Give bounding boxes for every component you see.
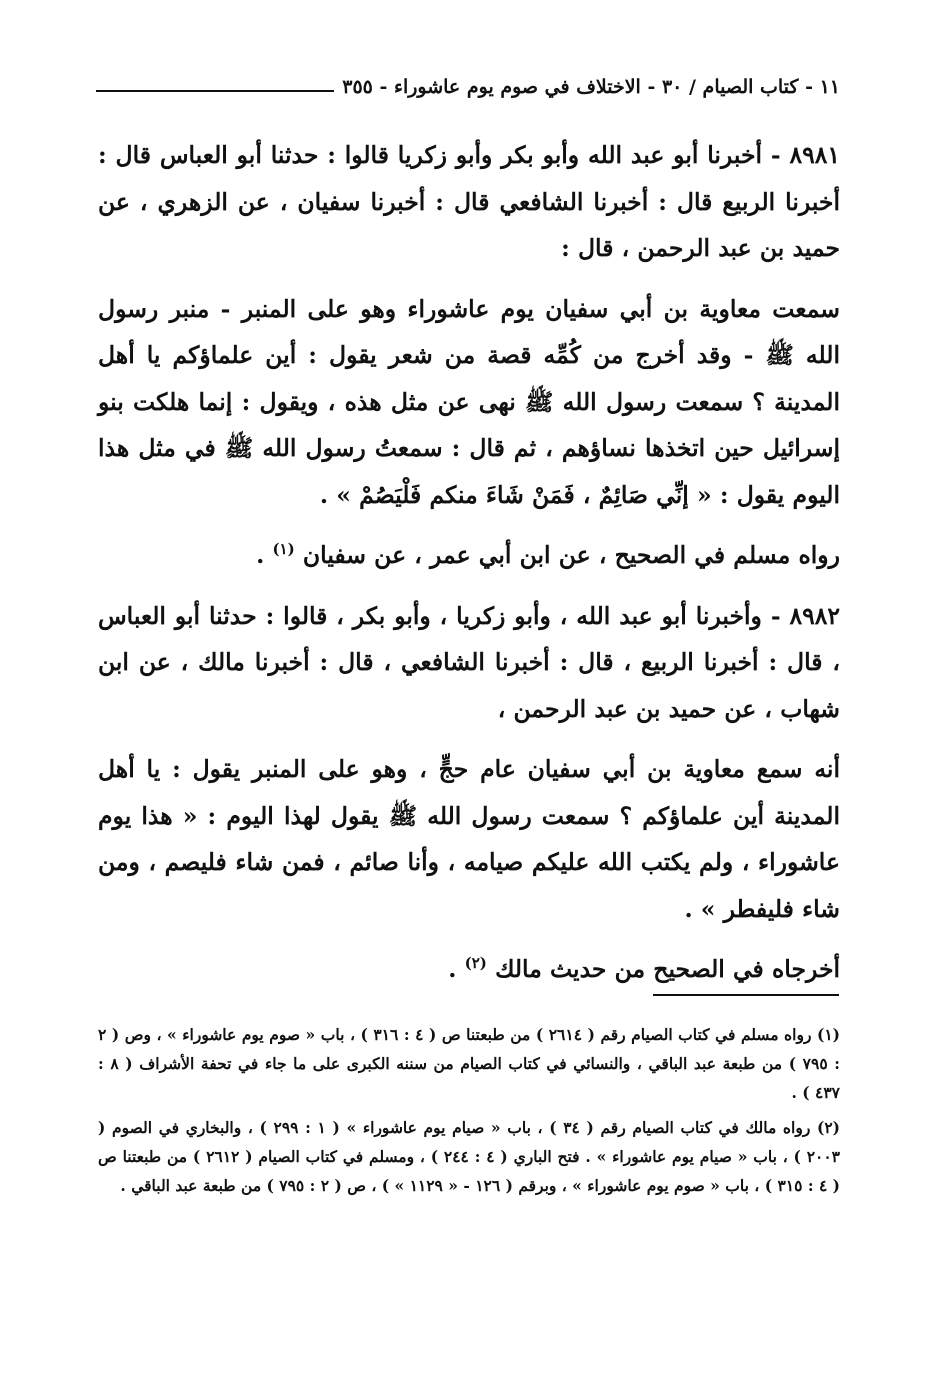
running-header	[96, 70, 840, 104]
hadith-8981-isnad: ٨٩٨١ - أخبرنا أبو عبد الله وأبو بكر وأبو زكريا قالوا : حدثنا أبو العباس قال : أخبرنا الربيع قال : أخبرنا الشافعي قال : أخبرنا سفيان ، عن الزهري ، عن حميد بن عبد الرحمن ، قال :	[98, 141, 840, 262]
footnote-2: (٢) رواه مالك في كتاب الصيام رقم ( ٣٤ ) ، باب « صيام يوم عاشوراء » ( ١ : ٢٩٩ ) ، والبخاري في الصوم ( ٢٠٠٣ ) ، باب « صيام يوم عاشوراء » . فتح الباري ( ٤ : ٢٤٤ ) ، ومسلم في كتاب الصيام ( ٢٦١٢ ) من طبعتنا ص ( ٤ : ٣١٥ ) ، باب « صوم يوم عاشوراء » ، وبرقم ( ١٢٦ - « ١١٢٩ » ) ، ص ( ٢ : ٧٩٥ ) من طبعة عبد الباقي .	[98, 1118, 841, 1195]
running-header-title: ١١ - كتاب الصيام / ٣٠ - الاختلاف في صوم يوم عاشوراء - ٣٥٥	[342, 76, 840, 98]
footnote-ref-2: (٢)	[464, 954, 487, 973]
hadith-8981-matn: سمعت معاوية بن أبي سفيان يوم عاشوراء وهو على المنبر - منبر رسول الله ﷺ - وقد أخرج من كُمِّه قصة من شعر يقول : أين علماؤكم يا أهل المدينة ؟ سمعت رسول الله ﷺ نهى عن مثل هذه ، ويقول : إنما هلكت بنو إسرائيل حين اتخذها نساؤهم ، ثم قال : سمعتُ رسول الله ﷺ في مثل هذا اليوم يقول : « إنِّي صَائِمٌ ، فَمَنْ شَاءَ منكم فَلْيَصُمْ » .	[98, 294, 840, 509]
footnotes	[98, 1020, 840, 1206]
main-text	[98, 132, 840, 1007]
header-rule	[96, 90, 334, 92]
hadith-8982-matn: أنه سمع معاوية بن أبي سفيان عام حجٍّ ، وهو على المنبر يقول : يا أهل المدينة أين علماؤكم ؟ سمعت رسول الله ﷺ يقول لهذا اليوم : « هذا يوم عاشوراء ، ولم يكتب الله عليكم صيامه ، وأنا صائم ، فمن شاء فليصم ، ومن شاء فليفطر » .	[98, 755, 840, 923]
footnote-ref-1: (١)	[272, 540, 295, 559]
footnote-1: (١) رواه مسلم في كتاب الصيام رقم ( ٢٦١٤ ) من طبعتنا ص ( ٤ : ٣١٦ ) ، باب « صوم يوم عاشوراء » ، وص ( ٢ : ٧٩٥ ) من طبعة عبد الباقي ، والنسائي في كتاب الصيام من سننه الكبرى على ما جاء في تحفة الأشراف ( ٨ : ٤٣٧ ) .	[98, 1025, 840, 1102]
hadith-8982-takhrij: أخرجاه في الصحيح من حديث مالك $^{(٢)}$ .	[448, 954, 840, 983]
hadith-8981-takhrij-text: رواه مسلم في الصحيح ، عن ابن أبي عمر ، عن سفيان	[302, 541, 840, 569]
hadith-8982-takhrij-text: أخرجاه في الصحيح من حديث مالك	[495, 955, 840, 983]
hadith-8982-isnad: ٨٩٨٢ - وأخبرنا أبو عبد الله ، وأبو زكريا ، وأبو بكر ، قالوا : حدثنا أبو العباس ، قال : أخبرنا الربيع ، قال : أخبرنا الشافعي ، قال : أخبرنا مالك ، عن ابن شهاب ، عن حميد بن عبد الرحمن ،	[98, 601, 840, 723]
hadith-8981-takhrij: رواه مسلم في الصحيح ، عن ابن أبي عمر ، عن سفيان $^{(١)}$ .	[256, 540, 840, 569]
footnote-separator	[653, 994, 839, 996]
